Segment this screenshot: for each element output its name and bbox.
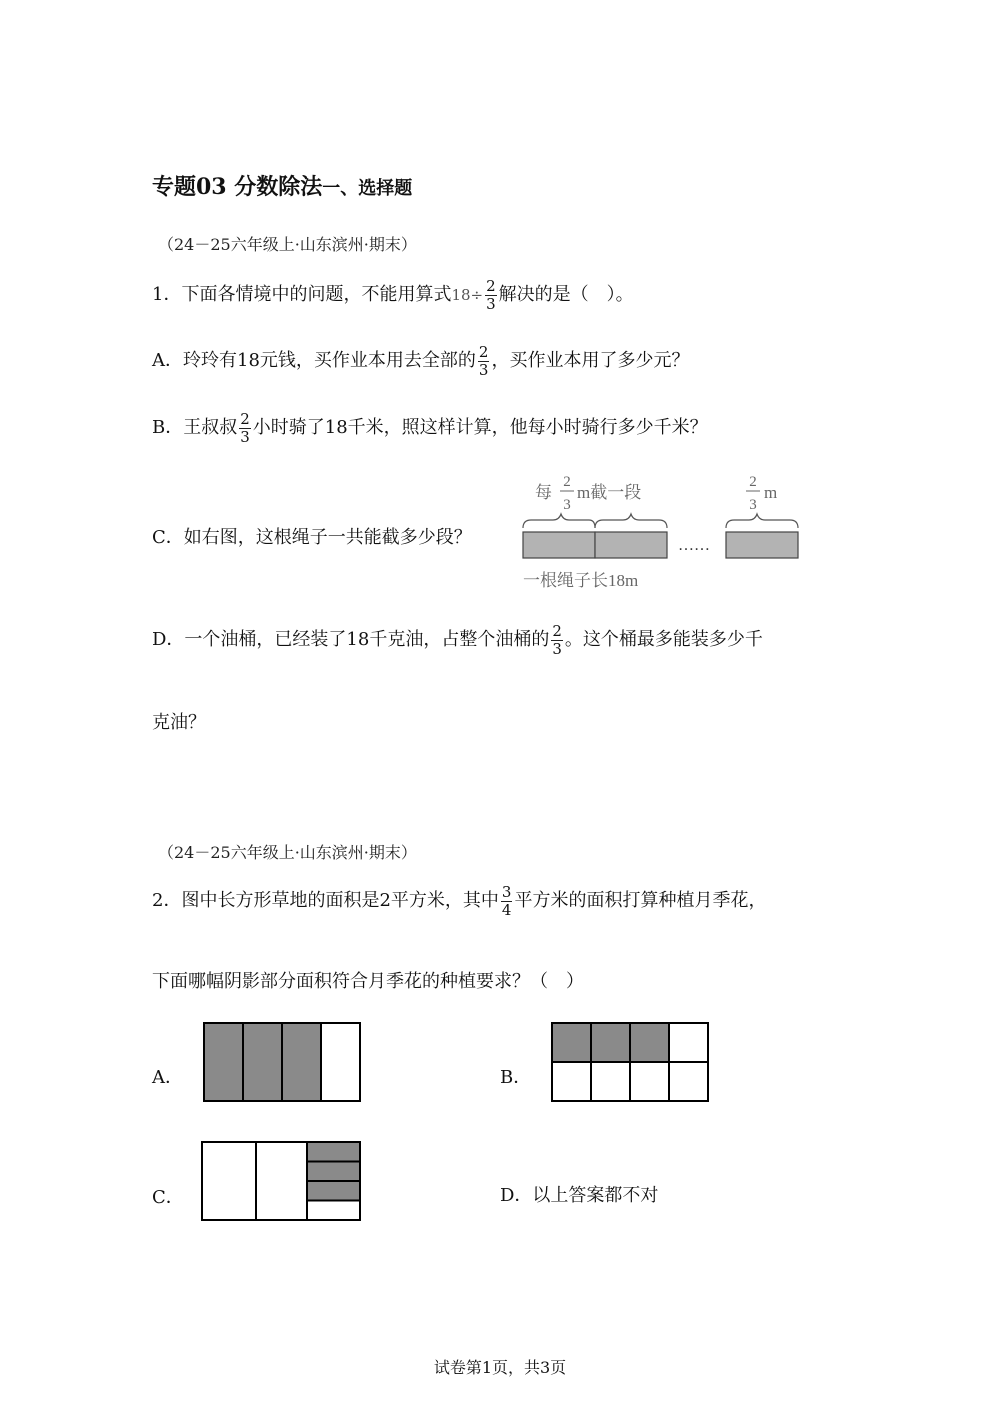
shaded-cell [630, 1023, 669, 1062]
label-each-prefix: 每 [535, 483, 552, 502]
blank-cell [256, 1142, 307, 1220]
shaded-cell [307, 1162, 360, 1182]
option-d-text-end: 。这个桶最多能装多少千 [564, 629, 763, 650]
label-unit: m [764, 483, 778, 502]
option-a-text-end: ，买作业本用了多少元？ [491, 350, 690, 371]
blank-cell [669, 1023, 708, 1062]
section-heading: 一、选择题 [322, 178, 413, 199]
brace-left [523, 514, 595, 528]
blank-cell [669, 1062, 708, 1101]
q2-option-c-label: C． [152, 1187, 184, 1208]
fraction-denominator: 3 [552, 639, 562, 658]
q2-option-a-figure [203, 1022, 363, 1104]
fraction-numerator: 3 [501, 882, 512, 901]
q2-option-b-label: B． [500, 1067, 532, 1088]
fraction-numerator: 2 [552, 621, 562, 640]
shaded-cell [307, 1181, 360, 1201]
q1-option-c: C．如右图，这根绳子一共能截多少段？ [152, 527, 472, 548]
title-main: 专题03 分数除法 [152, 174, 323, 200]
q2-option-d: D．以上答案都不对 [500, 1185, 659, 1206]
fraction-denominator: 3 [478, 360, 489, 379]
shaded-cell [204, 1023, 243, 1101]
blank-cell [591, 1062, 630, 1101]
shaded-cell [307, 1142, 360, 1162]
q2-stem-text: 2．图中长方形草地的面积是2平方米，其中 [152, 890, 499, 911]
rope-segment-2 [595, 532, 667, 558]
q2-source: （24－25六年级上·山东滨州·期末） [158, 843, 417, 862]
q1-option-d-continued: 克油？ [152, 712, 206, 733]
blank-cell [552, 1062, 591, 1101]
brace-right [726, 514, 798, 528]
q1-option-d [152, 617, 763, 663]
q1-stem-text: 1．下面各情境中的问题，不能用算式 [152, 284, 452, 305]
figure-fraction-num-2: 2 [749, 474, 757, 490]
blank-cell [321, 1023, 360, 1101]
option-d-fraction [551, 623, 563, 658]
q2-stem-end: 平方米的面积打算种植月季花， [514, 890, 767, 911]
q2-stem [152, 878, 766, 924]
fraction-numerator: 2 [478, 342, 489, 361]
brace-middle [595, 514, 667, 528]
rope-segment-last [726, 532, 798, 558]
fraction-denominator: 3 [240, 427, 250, 446]
q2-option-b-figure [551, 1022, 711, 1104]
q1-option-b [152, 405, 708, 451]
blank-cell [630, 1062, 669, 1101]
fraction-denominator: 4 [501, 900, 512, 919]
rope-length-label: 一根绳子长18m [523, 571, 639, 590]
shaded-cell [552, 1023, 591, 1062]
figure-fraction-den-2: 3 [749, 497, 757, 513]
shaded-cell [282, 1023, 321, 1101]
figure-fraction-den: 3 [563, 497, 571, 513]
q1-stem [152, 272, 634, 318]
fraction-denominator: 3 [486, 294, 496, 313]
ellipsis: …… [678, 537, 710, 554]
blank-cell [307, 1201, 360, 1221]
page-footer: 试卷第1页，共3页 [433, 1358, 567, 1377]
figure-fraction-num: 2 [563, 474, 571, 490]
option-b-text: B．王叔叔 [152, 417, 238, 438]
q2-option-c-figure [201, 1141, 363, 1223]
q2-fraction [501, 884, 513, 919]
q2-option-a-label: A． [152, 1067, 183, 1088]
option-b-fraction [239, 411, 251, 446]
rope-segment-1 [523, 532, 595, 558]
q1-source: （24－25六年级上·山东滨州·期末） [158, 235, 417, 254]
label-each-suffix: m截一段 [577, 483, 642, 502]
fraction-numerator: 2 [486, 276, 496, 295]
fraction-numerator: 2 [240, 409, 250, 428]
option-d-text: D．一个油桶，已经装了18千克油，占整个油桶的 [152, 629, 550, 650]
option-a-fraction [478, 344, 490, 379]
blank-cell [202, 1142, 256, 1220]
q1-expr-int: 18 [451, 286, 471, 304]
q1-option-a [152, 338, 689, 384]
option-b-text-end: 小时骑了18千米，照这样计算，他每小时骑行多少千米？ [252, 417, 708, 438]
rope-figure [515, 468, 815, 593]
option-a-text: A．玲玲有18元钱，买作业本用去全部的 [152, 350, 476, 371]
shaded-cell [243, 1023, 282, 1101]
q1-expr-op: ÷ [470, 286, 484, 304]
q1-expr-fraction [485, 278, 497, 313]
q1-stem-end: 解决的是（ ）。 [498, 284, 634, 305]
shaded-cell [591, 1023, 630, 1062]
q2-stem-continued: 下面哪幅阴影部分面积符合月季花的种植要求？（ ） [152, 971, 584, 992]
page-title [152, 170, 412, 201]
